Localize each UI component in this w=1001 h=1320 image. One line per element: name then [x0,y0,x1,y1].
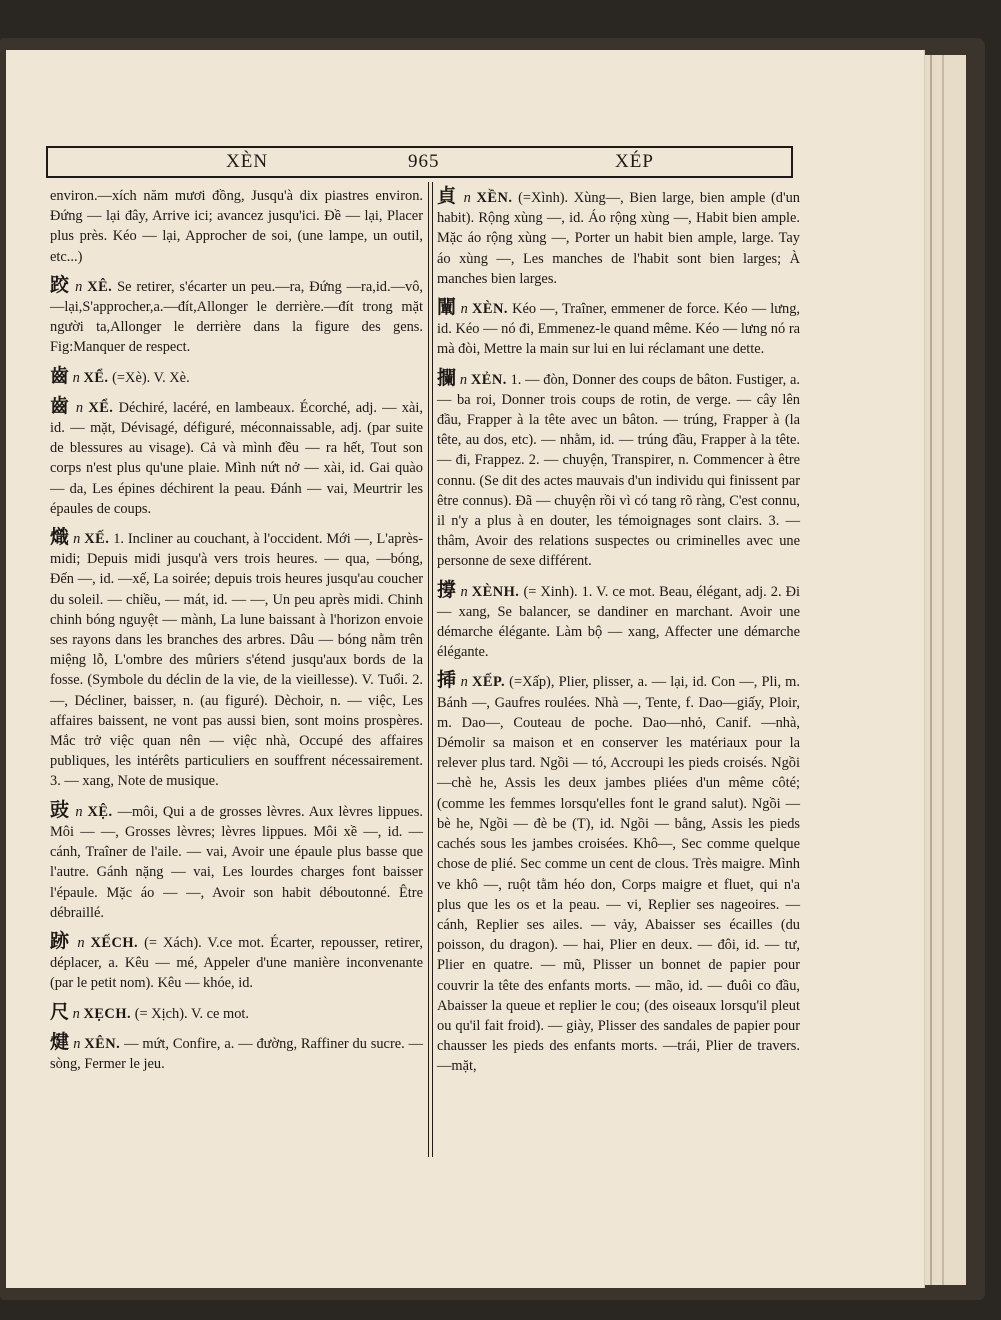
entry-chinese-character: 尺 [50,1000,70,1023]
entry-headword: XẾ. [84,531,110,548]
page-edge-line [930,55,932,1285]
entry-headword: XỀN. [476,190,513,206]
entry-chinese-character: 跡 [50,929,72,952]
dictionary-entry [437,368,800,572]
dictionary-entry [437,297,800,360]
page-number: 965 [408,151,440,172]
entry-headword: XỂ. [83,369,109,386]
entry-chinese-character: 熾 [50,526,70,549]
entry-definition: 1. Incliner au couchant, à l'occident. Mới —, L'après-midi; Depuis midi jusqu'à vers trois heures. — qua, —bóng, Đến —, id. —xế, La soirée; depuis trois heures jusqu'au coucher du soleil. — chiều, — mát, id. — —, Un peu après midi. Chinh chinh bóng nguyệt — mành, La lune baissant à l'horizon envoie ses rayons dans les branches des arbres. Dâu — bóng nằm trên miệng lỗ, L'ombre des mûriers s'étend jusqu'aux bords de la fosse. (Symbole du déclin de la vie, de la vieillesse). V. Tuổi. 2. —, Décliner, baisser, n. (au figuré). Dèchoir, n. — việc, Les affaires baissent, ne vont pas aussi bien, sont moins prospères. Mắc trở việc quan nên — việc nhà, Occupé des affaires publiques, les intérêts particuliers en souffrent nécessairement. 3. — xang, Note de musique. [50,531,423,790]
header-right-word: XÉP [615,151,654,172]
entry-headword: XÈNH. [471,583,520,600]
entry-part-of-speech: n [460,583,468,600]
entry-part-of-speech: n [75,803,83,820]
left-column [50,186,423,1082]
dictionary-entry [50,275,423,358]
column-divider [428,182,433,1157]
entry-definition: Se retirer, s'écarter un peu.—ra, Đứng —ra,id.—vô,—lại,S'approcher,a.—đít,Allonger le derrière.—đít trong mặt người ta,Allonger le derrière dans la figure des gens. Fig:Manquer de respect. [50,278,423,356]
entry-chinese-character: 豉 [50,798,71,821]
entry-chinese-character: 闡 [437,296,457,319]
entry-part-of-speech: n [463,190,471,206]
entry-chinese-character: 煡 [50,1030,70,1053]
entry-chinese-character: 攔 [437,366,457,389]
entry-chinese-character: 齒 [50,364,70,387]
entry-definition: (= Xách). V.ce mot. Écarter, repousser, retirer, déplacer, a. Kêu — mé, Appeler d'une manière inconvenante (par le petit nom). Kêu — khóe, id. [50,934,423,992]
continuation-text: environ.—xích năm mươi đồng, Jusqu'à dix piastres environ. Đứng — lại đây, Arrive ici; avancez jusqu'ici. Đề — lại, Placer plus près. Kéo — lại, Approcher de soi, (une lampe, un outil, etc...) [50,188,423,265]
running-header [46,146,793,178]
entry-part-of-speech: n [73,1035,81,1052]
entry-headword: XẺN. [470,371,507,388]
dictionary-entry [50,800,423,923]
entry-definition: 1. — đòn, Donner des coups de bâton. Fustiger, a. — ba roi, Donner trois coups de rotin, de verge. — cây lên đầu, Frapper à la tête avec un bâton. — trúng, Frapper à (la tête, au dos, etc). — nhằm, id. — trúng đầu, Frapper à la tête. — đi, Frappez. 2. — chuyện, Transpirer, n. Commencer à être connu. (Se dit des actes mauvais d'un individu qui finissent par être connus). Đã — chuyện rồi vì có tang rõ ràng, C'est connu, il n'y a plus à en douter, les témoignages sont clairs. 3. — thâm, Avoir des relations suspectes ou criminelles avec une personne de sexe différent. [437,371,800,570]
entry-definition: (= Xịch). V. ce mot. [134,1005,250,1022]
entry-chinese-character: 撐 [437,578,457,601]
entry-part-of-speech: n [75,278,83,295]
entry-part-of-speech: n [72,369,80,386]
dictionary-entry [50,1032,423,1074]
entry-headword: XẾCH. [90,934,139,951]
entry-part-of-speech: n [460,301,468,318]
dictionary-entry [50,396,423,519]
entry-headword: XÊ. [87,278,113,295]
dictionary-entry [50,1002,423,1024]
dictionary-entry [437,186,800,289]
entry-headword: XỆ. [87,803,113,820]
page-edge-line [942,55,944,1285]
entry-definition: (=Xè). V. Xè. [112,369,190,386]
entry-chinese-character: 跤 [50,273,71,296]
dictionary-entry [50,366,423,388]
entry-definition: Déchiré, lacéré, en lambeaux. Écorché, adj. — xài, id. — mặt, Dévisagé, défiguré, méconnaissable, adj. (par suite de blessures au visage). Cả và mình đều — ra hết, Tout son corps n'est plus qu'une plaie. Mình nứt nở — xài, id. Gai quào — da, Les épines déchirent la peau. Đánh — vai, Meurtrir les épaules de coups. [50,399,423,517]
entry-definition: (=Xình). Xùng—, Bien large, bien ample (d'un habit). Rộng xùng —, id. Áo rộng xùng —, Habit bien ample. Mặc áo rộng xùng —, Porter un habit bien ample, large. Tay áo xùng —, Les manches de l'habit sont bien larges; À manches bien larges. [437,190,800,287]
entry-definition: Kéo —, Traîner, emmener de force. Kéo — lưng, id. Kéo — nó đi, Emmenez-le quand même. Kéo — lưng nó ra mà đòi, Mettre la main sur lui en lui réclamant une dette. [437,301,800,358]
entry-part-of-speech: n [75,399,84,416]
header-left-word: XÈN [226,151,269,172]
entry-part-of-speech: n [77,934,85,951]
entry-chinese-character: 貞 [437,185,459,207]
entry-headword: XÊN. [84,1035,121,1052]
entry-part-of-speech: n [72,1005,80,1022]
dictionary-entry [50,527,423,792]
entry-headword: XÈN. [471,301,508,318]
entry-definition: (=Xấp), Plier, plisser, a. — lại, id. Con —, Pli, m. Bánh —, Gaufres roulées. Nhà —, Tente, f. Dao—giấy, Ploir, m. Dao—, Couteau de poche. Dao—nhỏ, Canif. —nhà, Démolir sa maison et en conserver les matériaux pour la relever plus tard. Ngồi — tó, Accroupi les pieds croisés. Ngồi—chè he, Assis les deux jambes pliées d'un même côté; (comme les femmes lorsqu'elles font le grand salut). Ngồi — bè he, Ngồi — đè be (T), id. Ngồi — bằng, Assis les pieds cachés sous les jambes croisées. Khô—, Sec comme quelque chose de plié. Sec comme un cent de clous. Très maigre. Mình ve khô —, ruột tằm héo don, Corps maigre et fluet, qui n'a plus que les os et la peau. — vi, Replier ses nageoires. — cánh, Replier ses ailes. — vảy, Abaisser ses écailles (du poisson, du dragon). — hai, Plier en deux. — đôi, id. — tư, Plier en quatre. — mũ, Plisser un bonnet de papier pour couvrir la tête des enfants morts. — mão, id. — đuôi co đầu, Abaisser la queue et replier le cou; (des oiseaux lorsqu'il pleut ou qu'il fait froid). — giày, Plisser des sandales de papier pour chausser les pieds des enfants morts. —trái, Plier de travers. —mặt, [437,674,800,1075]
entry-part-of-speech: n [73,531,81,548]
right-column [437,186,800,1085]
entry-part-of-speech: n [460,674,468,691]
dictionary-entry [437,670,800,1076]
entry-definition: —môi, Qui a de grosses lèvres. Aux lèvres lippues. Môi — —, Grosses lèvres; lèvres lippues. Môi xề —, id. — cánh, Traîner de l'aile. — vai, Avoir une épaule plus basse que l'autre. Gánh nặng — vai, Les lourdes charges font baisser l'épaule. Mặc áo — —, Avoir son habit déboutonné. Être débraillé. [50,803,423,921]
entry-headword: XẾP. [471,674,506,691]
entry-headword: XỂ. [88,399,114,416]
entry-definition: — mứt, Confire, a. — đường, Raffiner du sucre. — sòng, Fermer le jeu. [50,1035,423,1072]
entry-part-of-speech: n [459,371,468,388]
entry-definition: (= Xinh). 1. V. ce mot. Beau, élégant, adj. 2. Đi — xang, Se balancer, se dandiner en marchant. Avoir une démarche élégante. Làm bộ — xang, Affecter une démarche élégante. [437,583,800,661]
entry-chinese-character: 揷 [437,669,457,692]
dictionary-entry [437,580,800,663]
dictionary-entry [50,931,423,994]
entry-headword: XẸCH. [83,1005,132,1022]
entry-chinese-character: 齒 [50,394,71,417]
